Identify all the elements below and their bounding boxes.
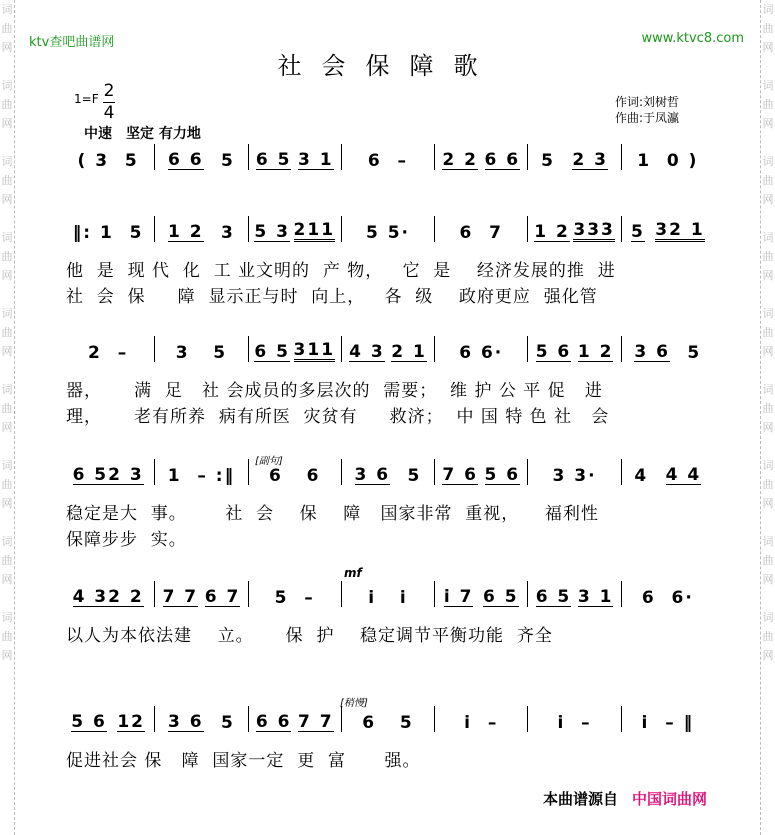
measure xyxy=(342,459,435,485)
measure xyxy=(528,336,621,362)
watermark-right: 词 曲 网 词 曲 网 词 曲 网 词 曲 网 词 曲 网 词 曲 网 词 曲 网 词 曲 网 词 曲 网 xyxy=(762,3,774,662)
measure xyxy=(528,216,621,242)
note-group: 5 xyxy=(220,713,235,733)
note-group: 6 6· xyxy=(641,588,694,608)
measure xyxy=(342,336,435,362)
notation-line xyxy=(62,212,714,242)
site-url-right: www.ktvc8.com xyxy=(641,31,744,46)
measure xyxy=(249,144,342,170)
notation-line xyxy=(62,332,714,362)
note-group: 1 0 ) xyxy=(637,151,699,171)
note-group: 6 7 xyxy=(204,587,241,607)
measure xyxy=(622,216,714,242)
measure xyxy=(435,144,528,170)
note-group: 1 2 xyxy=(534,222,570,242)
measure xyxy=(155,706,248,732)
measure xyxy=(62,216,155,242)
note-group: 6 6 xyxy=(167,150,204,170)
note-group: i̇ – xyxy=(557,713,592,733)
note-group: 333 xyxy=(573,220,615,240)
note-group: 4 32 2 xyxy=(72,587,144,607)
note-group: 5 xyxy=(541,151,555,171)
measure xyxy=(342,216,435,242)
source-label: 本曲谱源自 xyxy=(543,790,619,808)
note-group: 3 6 xyxy=(634,342,670,362)
note-group: 6 6· xyxy=(459,343,504,363)
note-group: 4 4 xyxy=(665,465,702,485)
measure xyxy=(622,336,714,362)
note-group: 6 5 xyxy=(483,587,519,607)
note-group: 3 xyxy=(220,223,235,243)
measure xyxy=(249,216,342,242)
note-group: i̇ 7 xyxy=(443,587,474,607)
source-brand: 中国词曲网 xyxy=(632,790,708,808)
key-signature: 1=F xyxy=(74,92,99,106)
note-group: 3 6 xyxy=(167,712,204,732)
measure xyxy=(435,581,528,607)
note-group: 1 2 xyxy=(577,342,614,362)
lyrics-line: 保障步步 实。 xyxy=(66,530,187,550)
note-group: 12 xyxy=(117,712,146,732)
slow-mark: [稍慢] xyxy=(340,698,368,709)
note-group: 6 52 3 xyxy=(72,465,144,485)
note-group: 4 xyxy=(634,466,649,486)
footer-source xyxy=(543,788,707,809)
note-group: 311 xyxy=(293,340,336,360)
lyrics-line: 他 是 现 代 化 工 业文明的 产 物， 它 是 经济发展的推 进 xyxy=(66,261,616,281)
measure xyxy=(342,581,435,607)
measure xyxy=(155,581,248,607)
note-group: ‖: 1 5 xyxy=(72,223,144,243)
note-group: 1 2 xyxy=(167,222,204,242)
measure xyxy=(528,459,621,485)
measure xyxy=(249,706,342,732)
measure xyxy=(62,706,155,732)
measure xyxy=(155,144,248,170)
note-group: 5 3 xyxy=(254,222,290,242)
repeat-phrase-mark: [副句] xyxy=(255,456,283,467)
measure xyxy=(435,216,528,242)
note-group: 6 6 xyxy=(255,712,292,732)
lyricist: 作词:刘树哲 xyxy=(615,95,680,109)
measure xyxy=(435,336,528,362)
measure xyxy=(528,144,621,170)
note-group: i̇ i̇ xyxy=(368,588,408,608)
lyrics-line: 以人为本依法建 立。 保 护 稳定调节平衡功能 齐全 xyxy=(66,626,553,646)
note-group: 2 3 xyxy=(572,150,608,170)
note-group: 2 – xyxy=(88,343,129,363)
note-group: 2 2 xyxy=(442,150,478,170)
measure xyxy=(622,581,714,607)
time-bottom: 4 xyxy=(103,103,115,123)
measure xyxy=(528,706,621,732)
note-group: 3 3· xyxy=(552,466,597,486)
note-group: 3 1 xyxy=(577,587,614,607)
measure xyxy=(435,706,528,732)
note-group: 5 6 xyxy=(71,712,107,732)
measure xyxy=(528,581,621,607)
measure xyxy=(435,459,528,485)
measure xyxy=(249,459,342,485)
note-group: 5 xyxy=(407,466,422,486)
lyrics-line: 社 会 保 障 显示正与时 向上， 各 级 政府更应 强化管 xyxy=(66,287,598,307)
note-group: ( 3 5 xyxy=(77,151,139,171)
lyrics-line: 促进社会 保 障 国家一定 更 富 强。 xyxy=(66,751,421,771)
measure xyxy=(622,706,714,732)
tempo-marking: 中速 坚定 有力地 xyxy=(84,126,201,142)
dynamic-mark: mf xyxy=(344,566,362,580)
note-group: 3 1 xyxy=(297,150,334,170)
note-group: 211 xyxy=(293,220,336,240)
note-group: 32 1 xyxy=(655,220,705,240)
note-group: 5 5· xyxy=(365,223,410,243)
note-group: 5 6 xyxy=(484,465,521,485)
composer: 作曲:于凤瀛 xyxy=(615,111,680,125)
time-top: 2 xyxy=(103,81,115,101)
measure xyxy=(622,459,714,485)
note-group: 6 5 xyxy=(362,713,414,733)
measure xyxy=(155,459,248,485)
note-group: 5 – xyxy=(274,588,315,608)
note-group: 3 6 xyxy=(354,465,391,485)
note-group: 3 5 xyxy=(175,343,228,363)
note-group: i̇ – xyxy=(464,713,499,733)
notation-line xyxy=(62,702,714,732)
measure xyxy=(62,336,155,362)
site-name-left: ktv查吧曲谱网 xyxy=(29,35,115,50)
note-group: 7 7 xyxy=(162,587,199,607)
note-group: 5 xyxy=(687,343,702,363)
song-title: 社会保障歌 xyxy=(277,52,498,80)
note-group: 6 6 xyxy=(268,466,321,486)
note-group: 6 5 xyxy=(255,150,292,170)
note-group: 4 3 xyxy=(349,342,385,362)
note-group: 5 xyxy=(630,222,645,242)
time-signature xyxy=(103,82,115,123)
notation-line xyxy=(62,577,714,607)
note-group: 5 xyxy=(220,151,235,171)
measure xyxy=(249,336,342,362)
note-group: 6 7 xyxy=(459,223,504,243)
notation-line xyxy=(62,455,714,485)
note-group: 1 – :‖ xyxy=(167,466,236,486)
measure xyxy=(155,216,248,242)
note-group: 6 5 xyxy=(535,587,572,607)
note-group: 6 5 xyxy=(254,342,290,362)
lyrics-line: 理， 老有所养 病有所医 灾贫有 救济； 中 国 特 色 社 会 xyxy=(66,407,610,427)
note-group: 7 6 xyxy=(442,465,478,485)
watermark-left: 词 曲 网 词 曲 网 词 曲 网 词 曲 网 词 曲 网 词 曲 网 词 曲 网 词 曲 网 词 曲 网 xyxy=(1,3,13,662)
left-margin-line xyxy=(14,0,15,835)
note-group: 2 1 xyxy=(391,342,427,362)
measure xyxy=(155,336,248,362)
measure xyxy=(62,144,155,170)
note-group: 7 7 xyxy=(297,712,334,732)
note-group: i̇ – ‖ xyxy=(641,713,695,733)
measure xyxy=(342,144,435,170)
note-group: 6 – xyxy=(367,151,409,171)
lyrics-line: 器， 满 足 社 会成员的多层次的 需要； 维 护 公 平 促 进 xyxy=(66,381,603,401)
measure xyxy=(342,706,435,732)
notation-line xyxy=(62,140,714,170)
lyrics-line: 稳定是大 事。 社 会 保 障 国家非常 重视， 福利性 xyxy=(66,504,599,524)
measure xyxy=(62,459,155,485)
measure xyxy=(62,581,155,607)
measure xyxy=(622,144,714,170)
measure xyxy=(249,581,342,607)
note-group: 6 6 xyxy=(484,150,521,170)
note-group: 5 6 xyxy=(535,342,572,362)
